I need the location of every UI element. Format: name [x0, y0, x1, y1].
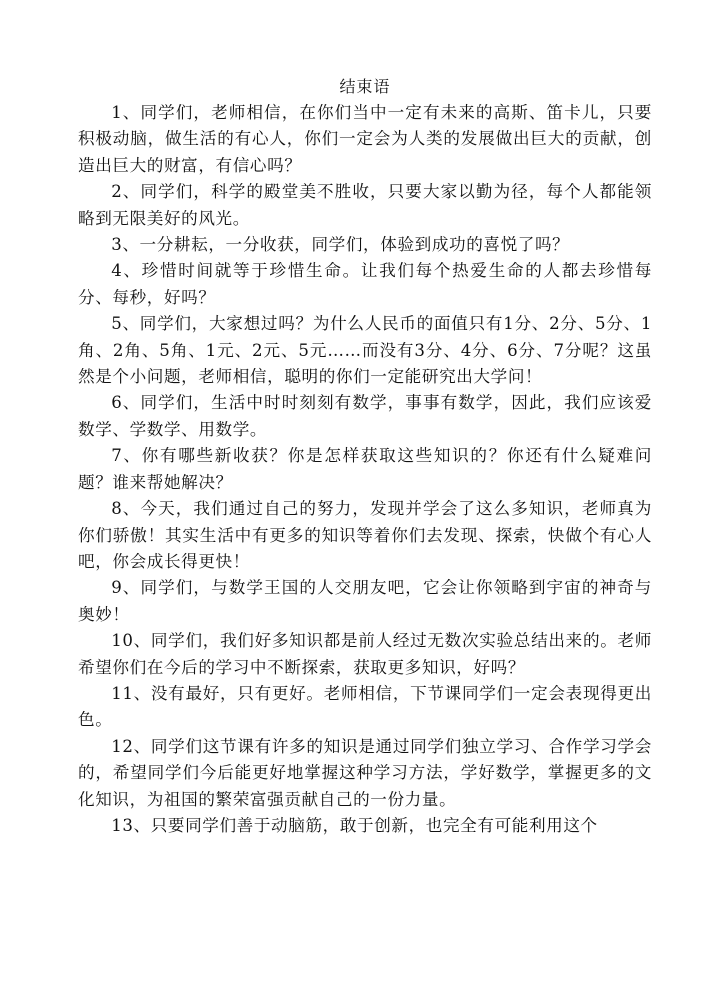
paragraph-5: 5、同学们，大家想过吗？为什么人民币的面值只有1分、2分、5分、1角、2角、5角、1元、2元、5元……而没有3分、4分、6分、7分呢？这虽然是个小问题，老师相信，聪明的你们一定能研究出大学问！: [78, 314, 652, 387]
paragraph-6: 6、同学们，生活中时时刻刻有数学，事事有数学，因此，我们应该爱数学、学数学、用数学。: [78, 393, 652, 439]
paragraph-11: 11、没有最好，只有更好。老师相信，下节课同学们一定会表现得更出色。: [78, 683, 652, 730]
paragraph-13: 13、只要同学们善于动脑筋，敢于创新，也完全有可能利用这个: [111, 815, 598, 835]
paragraph-7: 7、你有哪些新收获？你是怎样获取这些知识的？你还有什么疑难问题？谁来帮她解决？: [78, 446, 652, 492]
paragraph-3: 3、一分耕耘，一分收获，同学们，体验到成功的喜悦了吗？: [111, 235, 570, 255]
paragraph-1: 1、同学们，老师相信，在你们当中一定有未来的高斯、笛卡儿，只要积极动脑，做生活的有心人，你们一定会为人类的发展做出巨大的贡献，创造出巨大的财富，有信心吗？: [78, 103, 652, 175]
paragraph-9: 9、同学们，与数学王国的人交朋友吧，它会让你领略到宇宙的神奇与奥妙！: [78, 578, 652, 624]
paragraph-8: 8、今天，我们通过自己的努力，发现并学会了这么多知识，老师真为你们骄傲！其实生活中有更多的知识等着你们去发现、探索，快做个有心人吧，你会成长得更快！: [78, 499, 652, 571]
paragraph-10: 10、同学们，我们好多知识都是前人经过无数次实验总结出来的。老师希望你们在今后的学习中不断探索，获取更多知识，好吗？: [78, 631, 652, 677]
paragraph-12: 12、同学们这节课有许多的知识是通过同学们独立学习、合作学习学会的，希望同学们今后能更好地掌握这种学习方法，学好数学，掌握更多的文化知识，为祖国的繁荣富强贡献自己的一份力量。: [78, 736, 652, 809]
paragraph-2: 2、同学们，科学的殿堂美不胜收，只要大家以勤为径，每个人都能领略到无限美好的风光。: [78, 182, 652, 228]
paragraph-4: 4、珍惜时间就等于珍惜生命。让我们每个热爱生命的人都去珍惜每分、每秒，好吗？: [78, 261, 652, 307]
page-title: 结束语: [339, 77, 391, 96]
